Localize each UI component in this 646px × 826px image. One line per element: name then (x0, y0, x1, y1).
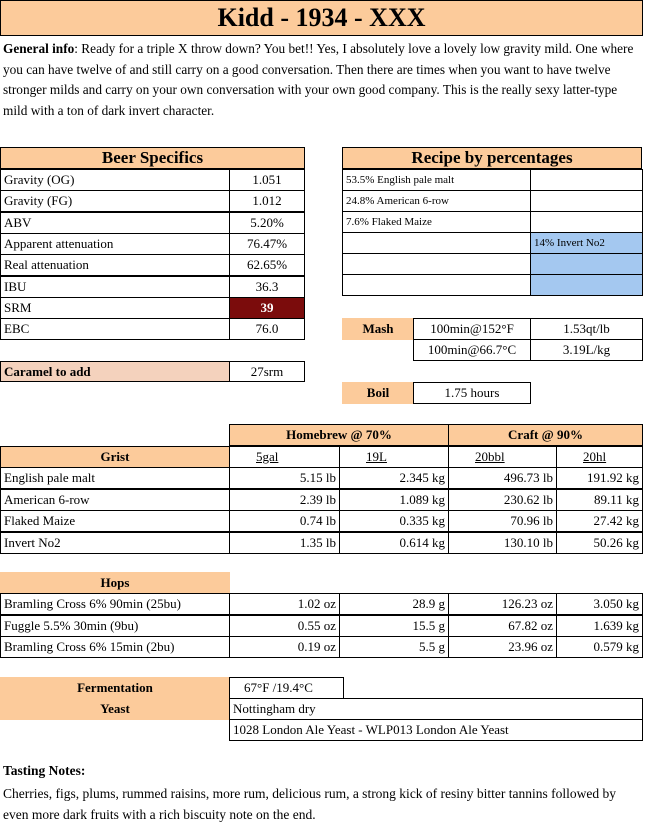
hop-value: 15.5 g (339, 615, 449, 637)
spec-label: SRM (0, 297, 230, 319)
hop-value: 5.5 g (339, 636, 449, 658)
hop-name: Fuggle 5.5% 30min (9bu) (0, 615, 230, 637)
grist-value: 1.089 kg (339, 489, 449, 511)
spec-value: 76.47% (229, 233, 305, 255)
caramel-label: Caramel to add (0, 361, 230, 382)
boil-value: 1.75 hours (413, 382, 531, 404)
grist-value: 2.39 lb (229, 489, 340, 511)
spec-value: 1.051 (229, 169, 305, 191)
hop-value: 0.55 oz (229, 615, 340, 637)
craft-header: Craft @ 90% (448, 424, 643, 446)
spec-value: 62.65% (229, 254, 305, 276)
spec-label: Apparent attenuation (0, 233, 230, 255)
grist-name: Invert No2 (0, 532, 230, 554)
recipe-blank (530, 190, 643, 212)
tasting-text: Cherries, figs, plums, rummed raisins, more rum, delicious rum, a strong kick of resiny bitter tannins followed by even more dark fruits with a rich biscuity note on the end. (3, 786, 617, 822)
spec-value: 36.3 (229, 276, 305, 298)
spec-label: IBU (0, 276, 230, 298)
hop-value: 28.9 g (339, 593, 449, 615)
grist-value: 191.92 kg (556, 467, 643, 489)
mash-temp-f: 100min@152°F (413, 318, 531, 340)
general-info (3, 39, 641, 121)
spec-value: 5.20% (229, 212, 305, 234)
hop-name: Bramling Cross 6% 15min (2bu) (0, 636, 230, 658)
recipe-blank (530, 169, 643, 191)
caramel-value: 27srm (229, 361, 305, 382)
yeast-label: Yeast (0, 698, 230, 720)
grist-name: American 6-row (0, 489, 230, 511)
hop-value: 0.579 kg (556, 636, 643, 658)
beer-specifics-header: Beer Specifics (0, 147, 305, 169)
grist-name: Flaked Maize (0, 510, 230, 532)
grist-unit: 20bbl (448, 446, 557, 468)
homebrew-header: Homebrew @ 70% (229, 424, 449, 446)
recipe-item (342, 253, 531, 275)
hops-header: Hops (0, 572, 230, 594)
fermentation-label: Fermentation (0, 677, 230, 699)
yeast-option-2: 1028 London Ale Yeast - WLP013 London Ale Yeast (229, 719, 643, 741)
yeast-option-1: Nottingham dry (229, 698, 643, 720)
recipe-item: 7.6% Flaked Maize (342, 211, 531, 233)
spec-label: Real attenuation (0, 254, 230, 276)
boil-label: Boil (342, 382, 414, 404)
recipe-item (342, 274, 531, 296)
recipe-item (342, 232, 531, 254)
grist-value: 70.96 lb (448, 510, 557, 532)
grist-value: 0.74 lb (229, 510, 340, 532)
spec-label: Gravity (OG) (0, 169, 230, 191)
recipe-blank (530, 211, 643, 233)
hop-value: 0.19 oz (229, 636, 340, 658)
hop-name: Bramling Cross 6% 90min (25bu) (0, 593, 230, 615)
spec-label: EBC (0, 318, 230, 340)
grist-unit: 5gal (229, 446, 340, 468)
hop-value: 23.96 oz (448, 636, 557, 658)
grist-value: 50.26 kg (556, 532, 643, 554)
page-title: Kidd - 1934 - XXX (0, 0, 643, 36)
grist-value: 27.42 kg (556, 510, 643, 532)
spec-value: 76.0 (229, 318, 305, 340)
grist-unit: 20hl (556, 446, 643, 468)
general-info-label: General info (3, 41, 75, 56)
grist-value: 1.35 lb (229, 532, 340, 554)
mash-label: Mash (342, 318, 414, 340)
mash-ratio-l: 3.19L/kg (530, 339, 643, 361)
grist-value: 0.614 kg (339, 532, 449, 554)
general-info-text: : Ready for a triple X throw down? You bet!! Yes, I absolutely love a lovely low gravity mild. One where you can have twelve of and still carry on a good conversation. Then there are times when you want to have twelve stronger milds and carry on your own conversation with your own good company. This is the really sexy latter-type mild with a ton of dark invert character. (3, 41, 634, 118)
srm-value: 39 (229, 297, 305, 319)
spec-value: 1.012 (229, 190, 305, 212)
grist-name: English pale malt (0, 467, 230, 489)
hop-value: 1.02 oz (229, 593, 340, 615)
grist-unit: 19L (339, 446, 449, 468)
recipe-item: 24.8% American 6-row (342, 190, 531, 212)
hop-value: 67.82 oz (448, 615, 557, 637)
recipe-sugar: 14% Invert No2 (530, 232, 643, 254)
hop-value: 1.639 kg (556, 615, 643, 637)
grist-value: 0.335 kg (339, 510, 449, 532)
recipe-sugar (530, 274, 643, 296)
recipe-item: 53.5% English pale malt (342, 169, 531, 191)
fermentation-value: 67°F /19.4°C (229, 677, 344, 699)
recipe-sugar (530, 253, 643, 275)
recipe-header: Recipe by percentages (342, 147, 642, 169)
grist-value: 5.15 lb (229, 467, 340, 489)
mash-temp-c: 100min@66.7°C (413, 339, 531, 361)
hop-value: 3.050 kg (556, 593, 643, 615)
spec-label: ABV (0, 212, 230, 234)
spec-label: Gravity (FG) (0, 190, 230, 212)
mash-ratio-qt: 1.53qt/lb (530, 318, 643, 340)
tasting-label: Tasting Notes: (3, 763, 86, 778)
grist-value: 230.62 lb (448, 489, 557, 511)
grist-value: 496.73 lb (448, 467, 557, 489)
grist-header: Grist (0, 446, 230, 468)
grist-value: 89.11 kg (556, 489, 643, 511)
grist-value: 130.10 lb (448, 532, 557, 554)
grist-value: 2.345 kg (339, 467, 449, 489)
hop-value: 126.23 oz (448, 593, 557, 615)
